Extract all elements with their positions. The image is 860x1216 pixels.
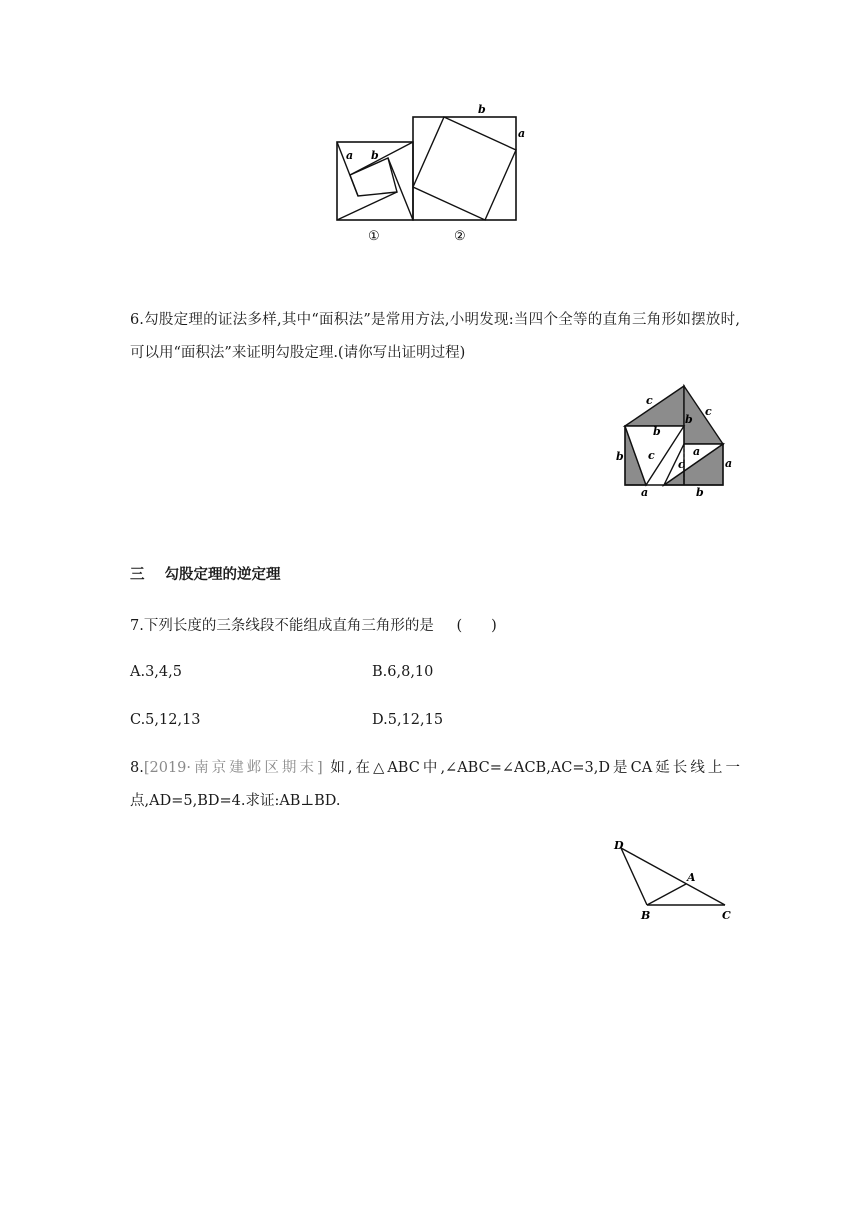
q8-label-a: A xyxy=(687,871,696,884)
figure-two-squares xyxy=(330,96,530,246)
question-7-text: 7.下列长度的三条线段不能组成直角三角形的是 xyxy=(130,618,434,634)
caption-2: ② xyxy=(454,229,466,244)
q6-label-c-1: c xyxy=(646,394,653,407)
question-8-number: 8. xyxy=(130,760,144,776)
question-8-line1: 如,在△ABC中,∠ABC=∠ACB,AC=3,D是CA延长线上一 xyxy=(330,760,740,776)
figure-q8-triangle xyxy=(605,835,745,925)
caption-1: ① xyxy=(368,229,380,244)
q6-label-c-4: c xyxy=(678,458,685,471)
label-b-2: b xyxy=(478,103,486,116)
option-b[interactable]: B.6,8,10 xyxy=(372,664,434,680)
option-a[interactable]: A.3,4,5 xyxy=(130,664,182,680)
label-b-1: b xyxy=(371,149,379,162)
answer-blank: ( ) xyxy=(456,618,497,634)
figure-q6-triangles xyxy=(610,380,740,500)
q6-label-a-1: a xyxy=(693,445,701,458)
q6-label-b-2: b xyxy=(653,425,661,438)
q6-label-c-2: c xyxy=(705,405,712,418)
label-a-2: a xyxy=(518,127,526,140)
option-c[interactable]: C.5,12,13 xyxy=(130,712,201,728)
section-title: 勾股定理的逆定理 xyxy=(164,566,281,583)
q6-label-c-3: c xyxy=(648,449,655,462)
q6-label-b-4: b xyxy=(696,486,704,499)
q8-label-d: D xyxy=(614,839,624,852)
q6-label-a-3: a xyxy=(641,486,649,499)
question-8-line2: 点,AD=5,BD=4.求证:AB⊥BD. xyxy=(130,793,341,809)
section-heading xyxy=(130,563,281,584)
question-8-source: [2019·南京建邺区期末] xyxy=(143,760,323,776)
q8-label-b: B xyxy=(641,909,651,922)
option-d[interactable]: D.5,12,15 xyxy=(372,712,444,728)
q8-label-c: C xyxy=(722,909,731,922)
square-2 xyxy=(413,117,516,220)
question-8-text xyxy=(130,752,740,818)
square-2-inner-tilted xyxy=(413,117,516,220)
q6-label-b-3: b xyxy=(616,450,624,463)
q6-label-a-2: a xyxy=(725,457,733,470)
label-a-1: a xyxy=(346,149,354,162)
q6-shaded-top-left xyxy=(625,386,684,426)
question-7-stem xyxy=(130,614,497,635)
q6-label-b-1: b xyxy=(685,413,693,426)
question-6-text: 6.勾股定理的证法多样,其中“面积法”是常用方法,小明发现:当四个全等的直角三角形如摆放时,可以用“面积法”来证明勾股定理.(请你写出证明过程) xyxy=(130,312,740,361)
section-number: 三 xyxy=(130,566,145,583)
